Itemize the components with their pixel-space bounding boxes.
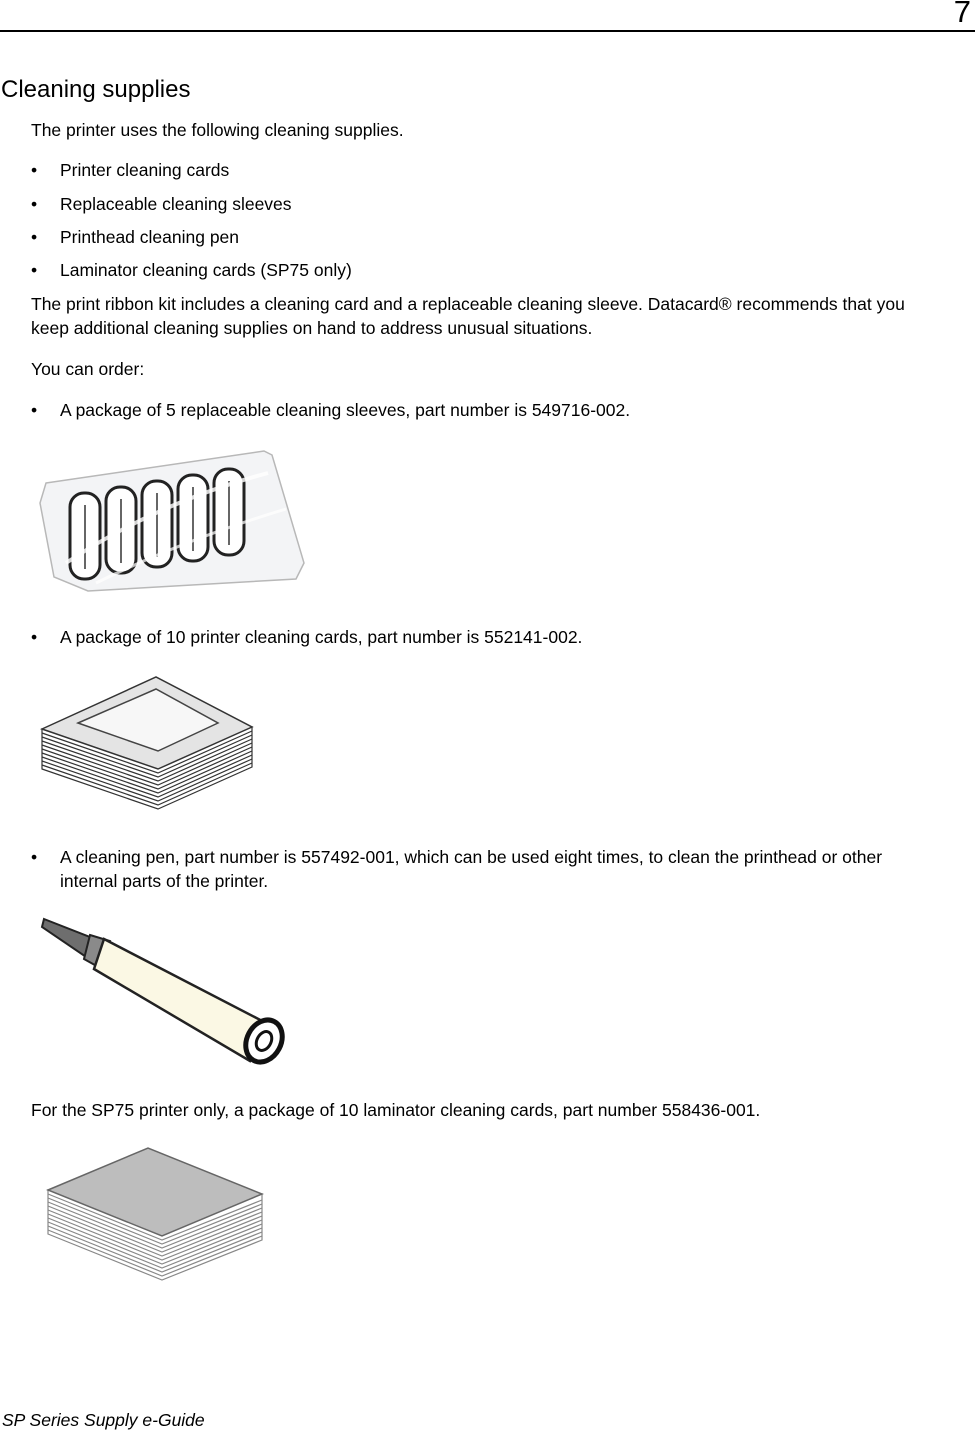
supply-list-item: [31, 258, 960, 282]
footer-title: SP Series Supply e-Guide: [2, 1410, 205, 1430]
bullet: •: [31, 400, 38, 420]
order-intro: You can order:: [31, 359, 145, 379]
kit-note-line: keep additional cleaning supplies on hand to address unusual situations.: [31, 318, 593, 338]
order-item-label: A package of 10 printer cleaning cards, part number is 552141-002.: [60, 627, 583, 647]
cleaning-pen-image: [38, 913, 288, 1068]
supply-list-item: [31, 192, 960, 216]
order-item-pen: [31, 845, 960, 893]
supply-label: Printer cleaning cards: [60, 160, 230, 180]
supply-label: Printhead cleaning pen: [60, 227, 240, 247]
bullet: •: [31, 260, 38, 280]
order-item-sleeves: [31, 398, 960, 422]
order-item-label: internal parts of the printer.: [60, 871, 269, 891]
order-item-label: A package of 5 replaceable cleaning sleeves, part number is 549716-002.: [60, 400, 631, 420]
bullet: •: [31, 194, 38, 214]
laminator-note: For the SP75 printer only, a package of 10 laminator cleaning cards, part number 558436-001.: [31, 1100, 761, 1120]
supply-list-item: [31, 225, 960, 249]
cleaning-sleeves-image: [36, 443, 308, 593]
page-number: 7: [953, 0, 971, 29]
bullet: •: [31, 227, 38, 247]
kit-note-line: The print ribbon kit includes a cleaning card and a replaceable cleaning sleeve. Datacard® recommends that you: [31, 294, 905, 314]
supply-label: Replaceable cleaning sleeves: [60, 194, 292, 214]
intro-text: The printer uses the following cleaning supplies.: [31, 120, 404, 140]
supply-label: Laminator cleaning cards (SP75 only): [60, 260, 352, 280]
header-rule: [0, 30, 975, 32]
kit-note: [31, 292, 971, 340]
order-item-label: A cleaning pen, part number is 557492-001, which can be used eight times, to clean the printhead or other: [60, 847, 883, 867]
laminator-cards-image: [44, 1144, 266, 1284]
section-title: Cleaning supplies: [1, 76, 191, 103]
bullet: •: [31, 847, 38, 867]
order-item-cards: [31, 625, 960, 649]
cleaning-cards-image: [38, 673, 258, 813]
supply-list-item: [31, 158, 960, 182]
bullet: •: [31, 160, 38, 180]
bullet: •: [31, 627, 38, 647]
